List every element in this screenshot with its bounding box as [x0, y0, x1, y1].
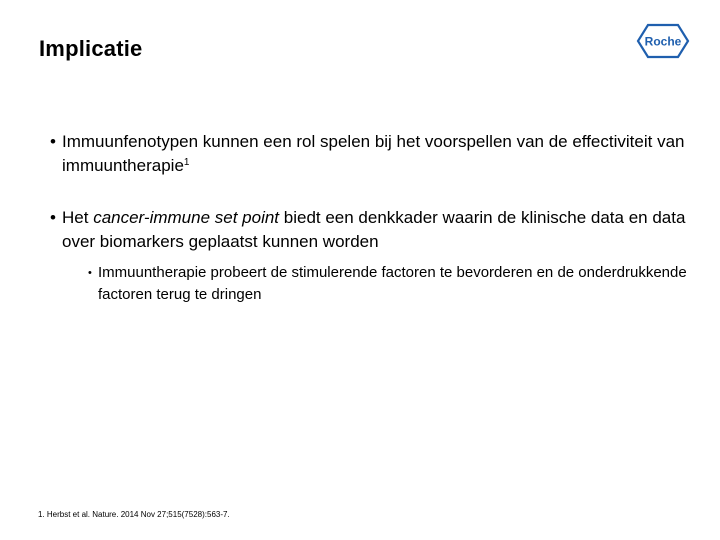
- bullet-text-after: biedt een denkkader waarin de klinische data en data over biomarkers geplaatst kunnen worden: [62, 208, 686, 251]
- bullet-text-italic: cancer-immune set point: [93, 208, 280, 227]
- bullet-item: [50, 130, 690, 178]
- sub-bullet-dot: •: [88, 267, 92, 279]
- bullet-item: [50, 206, 690, 254]
- bullet-text-before: Het: [62, 208, 94, 227]
- roche-logo-text: Roche: [644, 34, 682, 49]
- bullet-dot: •: [50, 132, 56, 151]
- roche-hexagon-icon: [636, 23, 690, 59]
- footnote: 1. Herbst et al. Nature. 2014 Nov 27;515(7528):563-7.: [38, 510, 230, 519]
- bullet-text: Immuunfenotypen kunnen een rol spelen bij het voorspellen van de effectiviteit van immuuntherapie: [62, 132, 685, 175]
- bullet-list: [50, 130, 690, 306]
- sub-bullet-text: Immuuntherapie probeert de stimulerende factoren te bevorderen en de onderdrukkende factoren terug te dringen: [98, 264, 687, 303]
- citation-superscript: 1: [183, 157, 190, 168]
- bullet-dot: •: [50, 208, 56, 227]
- roche-logo: [636, 23, 690, 59]
- sub-bullet-item: [88, 262, 690, 306]
- slide-title: Implicatie: [39, 36, 143, 61]
